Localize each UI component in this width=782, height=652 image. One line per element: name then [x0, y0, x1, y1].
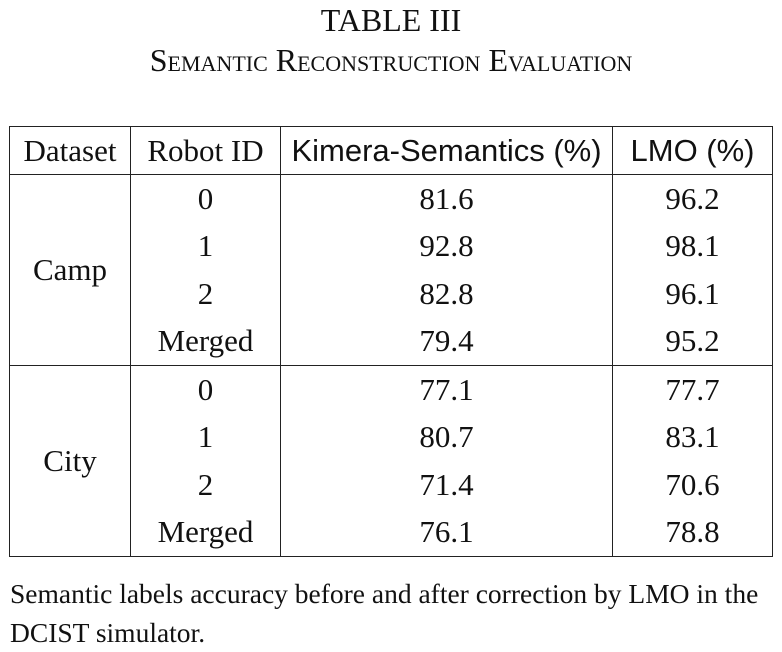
robot-id-cell: 2: [131, 270, 281, 318]
dataset-cell-city: City: [10, 366, 131, 557]
lmo-cell: 83.1: [613, 414, 773, 462]
results-table: [9, 126, 773, 557]
table-number: TABLE III: [320, 2, 462, 38]
robot-id-cell: 2: [131, 461, 281, 509]
header-dataset: Dataset: [10, 127, 131, 175]
header-kimera-semantics: Kimera-Semantics (%): [281, 127, 613, 175]
kimera-cell: 80.7: [281, 414, 613, 462]
robot-id-cell: Merged: [131, 509, 281, 557]
lmo-cell: 96.1: [613, 270, 773, 318]
lmo-cell: 96.2: [613, 175, 773, 223]
lmo-cell: 78.8: [613, 509, 773, 557]
table-row: [10, 366, 773, 414]
header-robot-id: Robot ID: [131, 127, 281, 175]
kimera-cell: 92.8: [281, 223, 613, 271]
table-title: Semantic Reconstruction Evaluation: [149, 42, 633, 78]
header-lmo: LMO (%): [613, 127, 773, 175]
robot-id-cell: 1: [131, 414, 281, 462]
kimera-cell: 76.1: [281, 509, 613, 557]
robot-id-cell: 0: [131, 366, 281, 414]
robot-id-cell: 1: [131, 223, 281, 271]
table-caption: Semantic labels accuracy before and after correction by LMO in the DCIST simulator.: [10, 578, 759, 648]
dataset-cell-camp: Camp: [10, 175, 131, 366]
lmo-cell: 95.2: [613, 318, 773, 366]
kimera-cell: 82.8: [281, 270, 613, 318]
robot-id-cell: Merged: [131, 318, 281, 366]
table-row: [10, 175, 773, 223]
header-row: [10, 127, 773, 175]
lmo-cell: 98.1: [613, 223, 773, 271]
robot-id-cell: 0: [131, 175, 281, 223]
kimera-cell: 77.1: [281, 366, 613, 414]
kimera-cell: 79.4: [281, 318, 613, 366]
lmo-cell: 70.6: [613, 461, 773, 509]
kimera-cell: 71.4: [281, 461, 613, 509]
kimera-cell: 81.6: [281, 175, 613, 223]
lmo-cell: 77.7: [613, 366, 773, 414]
